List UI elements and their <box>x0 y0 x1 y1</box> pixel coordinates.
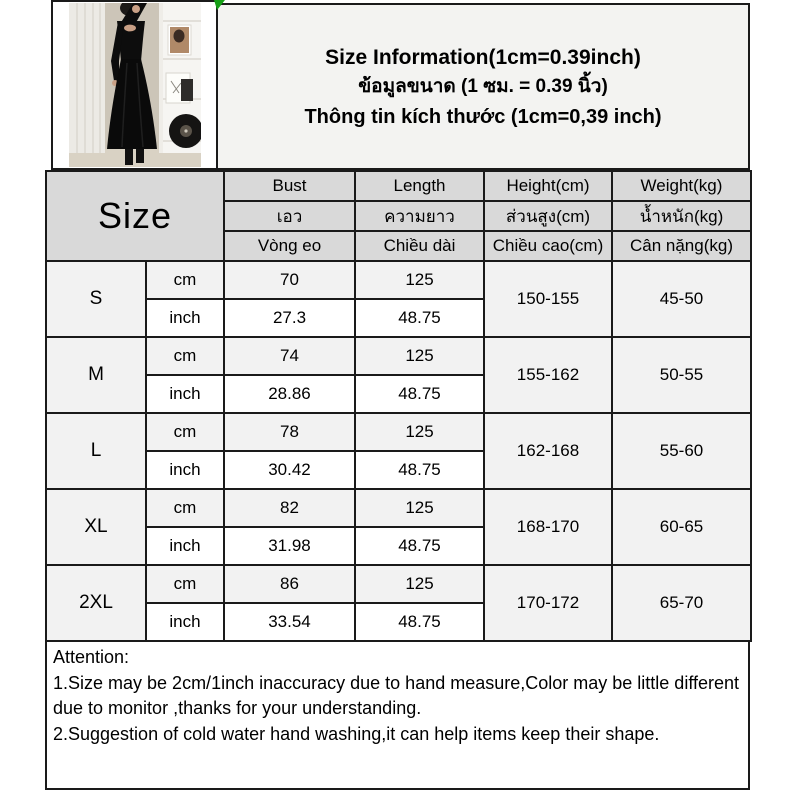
length-inch-s: 48.75 <box>355 299 484 337</box>
size-label-xl: XL <box>46 489 146 565</box>
weight-l: 55-60 <box>612 413 751 489</box>
unit-cm: cm <box>146 489 224 527</box>
header-length-en: Length <box>355 171 484 201</box>
length-cm-l: 125 <box>355 413 484 451</box>
bust-inch-m: 28.86 <box>224 375 355 413</box>
unit-cm: cm <box>146 261 224 299</box>
bust-cm-m: 74 <box>224 337 355 375</box>
framed-portrait <box>168 25 191 55</box>
boot-right <box>136 149 144 163</box>
weight-m: 50-55 <box>612 337 751 413</box>
length-inch-l: 48.75 <box>355 451 484 489</box>
model-hand <box>132 5 140 13</box>
product-photo-cell <box>51 0 218 170</box>
attention-heading: Attention: <box>53 647 130 667</box>
unit-inch: inch <box>146 603 224 641</box>
size-label-m: M <box>46 337 146 413</box>
height-l: 162-168 <box>484 413 612 489</box>
table-row <box>46 489 751 527</box>
bust-inch-xl: 31.98 <box>224 527 355 565</box>
unit-cm: cm <box>146 565 224 603</box>
header-bust-vi: Vòng eo <box>224 231 355 261</box>
height-2xl: 170-172 <box>484 565 612 641</box>
header-length-vi: Chiều dài <box>355 231 484 261</box>
attention-note-2: 2.Suggestion of cold water hand washing,it can help items keep their shape. <box>53 723 660 744</box>
table-row <box>46 413 751 451</box>
height-xl: 168-170 <box>484 489 612 565</box>
unit-inch: inch <box>146 451 224 489</box>
bust-cm-xl: 82 <box>224 489 355 527</box>
length-cm-m: 125 <box>355 337 484 375</box>
header-bust-th: เอว <box>224 201 355 231</box>
weight-2xl: 65-70 <box>612 565 751 641</box>
length-inch-xl: 48.75 <box>355 527 484 565</box>
unit-inch: inch <box>146 299 224 337</box>
attention-box <box>45 640 750 790</box>
size-label-l: L <box>46 413 146 489</box>
unit-inch: inch <box>146 375 224 413</box>
header-height-vi: Chiều cao(cm) <box>484 231 612 261</box>
header-weight-vi: Cân nặng(kg) <box>612 231 751 261</box>
keyhole-cutout <box>124 25 136 32</box>
attention-note-1: 1.Size may be 2cm/1inch inaccuracy due to hand measure,Color may be little different due to monitor ,thanks for your understanding. <box>53 672 740 719</box>
curtain <box>69 3 105 153</box>
unit-cm: cm <box>146 337 224 375</box>
bust-cm-s: 70 <box>224 261 355 299</box>
header-length-th: ความยาว <box>355 201 484 231</box>
table-row <box>46 565 751 603</box>
header-height-en: Height(cm) <box>484 171 612 201</box>
size-label-s: S <box>46 261 146 337</box>
weight-s: 45-50 <box>612 261 751 337</box>
title-english: Size Information(1cm=0.39inch) <box>325 45 641 69</box>
header-weight-th: น้ำหนัก(kg) <box>612 201 751 231</box>
bust-inch-l: 30.42 <box>224 451 355 489</box>
unit-cm: cm <box>146 413 224 451</box>
header-height-th: ส่วนสูง(cm) <box>484 201 612 231</box>
length-cm-s: 125 <box>355 261 484 299</box>
bust-cm-2xl: 86 <box>224 565 355 603</box>
bust-inch-2xl: 33.54 <box>224 603 355 641</box>
length-cm-xl: 125 <box>355 489 484 527</box>
height-s: 150-155 <box>484 261 612 337</box>
weight-xl: 60-65 <box>612 489 751 565</box>
header-weight-en: Weight(kg) <box>612 171 751 201</box>
sketch-frames <box>166 73 193 103</box>
bust-cm-l: 78 <box>224 413 355 451</box>
header-bust-en: Bust <box>224 171 355 201</box>
boot-left <box>125 149 133 165</box>
product-photo <box>69 3 201 167</box>
length-inch-m: 48.75 <box>355 375 484 413</box>
header-row-en <box>46 171 751 201</box>
bust-inch-s: 27.3 <box>224 299 355 337</box>
size-label-2xl: 2XL <box>46 565 146 641</box>
table-row <box>46 261 751 299</box>
height-m: 155-162 <box>484 337 612 413</box>
title-box <box>216 3 750 170</box>
size-table <box>45 170 752 642</box>
length-inch-2xl: 48.75 <box>355 603 484 641</box>
unit-inch: inch <box>146 527 224 565</box>
title-vietnamese: Thông tin kích thước (1cm=0,39 inch) <box>304 105 662 128</box>
corner-size-label: Size <box>46 171 224 261</box>
title-thai: ข้อมูลขนาด (1 ซม. = 0.39 นิ้ว) <box>358 76 608 97</box>
length-cm-2xl: 125 <box>355 565 484 603</box>
table-row <box>46 337 751 375</box>
